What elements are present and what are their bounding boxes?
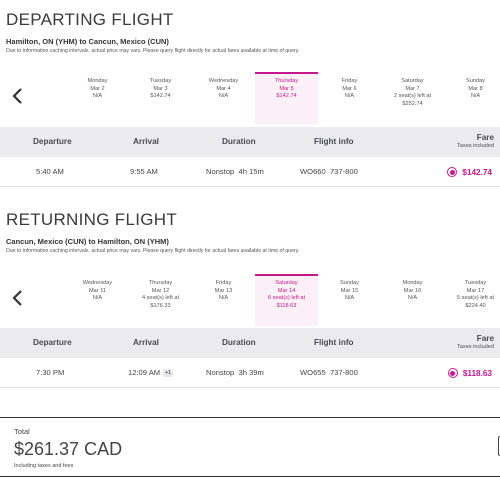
date-day: Monday: [87, 78, 108, 84]
next-day-badge: +1: [165, 370, 172, 376]
date-info2: $118.63: [276, 302, 297, 309]
arrival-time-cell: [128, 368, 173, 377]
header-fare-label: Fare: [476, 133, 494, 142]
date-day: Tuesday: [149, 78, 172, 84]
header-flight-info: Flight info: [314, 137, 354, 146]
date-day: Tuesday: [464, 280, 487, 286]
date-option[interactable]: [66, 274, 129, 326]
date-option[interactable]: [444, 274, 500, 326]
returning-fare-option[interactable]: [448, 366, 492, 380]
date-info1: N/A: [92, 93, 103, 100]
date-info1: $142.74: [276, 93, 297, 100]
returning-flight-row[interactable]: [0, 358, 500, 388]
header-flight-info: Flight info: [314, 338, 354, 347]
date-info1: N/A: [407, 295, 418, 302]
date-option[interactable]: [129, 274, 192, 326]
header-duration: Duration: [222, 137, 256, 146]
date-date: Mar 13: [214, 287, 233, 294]
date-info1: 5 seat(s) left at: [457, 295, 494, 302]
date-date: Mar 3: [153, 85, 168, 92]
date-info1: N/A: [92, 295, 103, 302]
header-fare-sub: Taxes included: [456, 143, 494, 149]
total-label: Total: [14, 427, 30, 436]
departing-route: Hamilton, ON (YHM) to Cancun, Mexico (CUN): [6, 37, 169, 46]
total-amount: $261.37 CAD: [14, 439, 123, 459]
date-info1: $142.74: [150, 93, 171, 100]
date-day: Monday: [402, 280, 423, 286]
header-fare-sub: Taxes included: [456, 344, 494, 350]
flight-info: WO660 737-800: [300, 167, 358, 176]
date-date: Mar 2: [90, 85, 105, 92]
date-day: Sunday: [466, 78, 485, 84]
date-info1: 6 seat(s) left at: [268, 295, 305, 302]
date-info1: 4 seat(s) left at: [142, 295, 179, 302]
header-fare: [457, 334, 494, 350]
date-day: Thursday: [148, 280, 173, 286]
date-option[interactable]: [192, 274, 255, 326]
date-day: Friday: [341, 78, 358, 84]
date-date: Mar 17: [466, 287, 485, 294]
fare-price: $142.74: [462, 167, 492, 177]
returning-prev-dates-button[interactable]: [10, 288, 26, 308]
date-date: Mar 6: [342, 85, 357, 92]
total-note: Including taxes and fees: [14, 463, 74, 469]
returning-title: RETURNING FLIGHT: [6, 210, 178, 229]
departing-disclaimer: Due to information caching intervals, actual price may vary. Please query flight directly for actual fares available at time of query.: [6, 48, 300, 54]
flight-duration: Nonstop 3h 39m: [206, 368, 264, 377]
date-option[interactable]: [318, 274, 381, 326]
header-departure: Departure: [33, 137, 72, 146]
date-day: Sunday: [340, 280, 359, 286]
radio-dot: [450, 371, 455, 376]
date-date: Mar 15: [340, 287, 359, 294]
header-arrival: Arrival: [133, 137, 159, 146]
arrival-time: 9:55 AM: [130, 167, 158, 176]
date-info2: $252.74: [402, 100, 423, 107]
date-info1: N/A: [470, 93, 481, 100]
returning-route: Cancun, Mexico (CUN) to Hamilton, ON (YHM): [6, 237, 169, 246]
returning-table-header: [0, 328, 500, 358]
arrival-time: 12:09 AM: [128, 368, 161, 377]
date-day: Friday: [215, 280, 232, 286]
date-info2: $176.33: [150, 302, 171, 309]
header-departure: Departure: [33, 338, 72, 347]
departing-title: DEPARTING FLIGHT: [6, 10, 174, 29]
date-date: Mar 7: [405, 85, 420, 92]
flight-duration: Nonstop 4h 15m: [206, 167, 264, 176]
departure-time: 5:40 AM: [36, 167, 64, 176]
date-day: Saturday: [275, 280, 298, 286]
date-day: Wednesday: [82, 280, 113, 286]
flight-info: WO655 737-800: [300, 368, 358, 377]
date-date: Mar 16: [403, 287, 422, 294]
header-arrival: Arrival: [133, 338, 159, 347]
date-day: Wednesday: [208, 78, 239, 84]
date-date: Mar 12: [151, 287, 170, 294]
returning-disclaimer: Due to information caching intervals, actual price may vary. Please query flight directly for actual fares available at time of query.: [6, 248, 300, 254]
date-date: Mar 4: [216, 85, 231, 92]
radio-selected-icon[interactable]: [448, 368, 458, 378]
date-day: Saturday: [401, 78, 424, 84]
date-date: Mar 5: [279, 85, 294, 92]
date-info1: 2 seat(s) left at: [394, 93, 431, 100]
date-date: Mar 14: [277, 287, 296, 294]
departure-time: 7:30 PM: [36, 368, 65, 377]
total-summary: [0, 417, 500, 477]
date-date: Mar 11: [89, 287, 106, 294]
chevron-left-icon: [10, 288, 26, 308]
header-duration: Duration: [222, 338, 256, 347]
date-date: Mar 8: [468, 85, 483, 92]
fare-price: $118.63: [462, 368, 492, 378]
date-info1: N/A: [218, 93, 229, 100]
date-info1: N/A: [344, 93, 355, 100]
date-info1: N/A: [344, 295, 355, 302]
date-option[interactable]: [255, 274, 318, 326]
date-info2: $224.40: [465, 302, 486, 309]
header-fare-label: Fare: [476, 334, 494, 343]
date-info1: N/A: [218, 295, 229, 302]
returning-date-strip: [0, 274, 500, 326]
date-day: Thursday: [274, 78, 299, 84]
date-option[interactable]: [381, 274, 444, 326]
